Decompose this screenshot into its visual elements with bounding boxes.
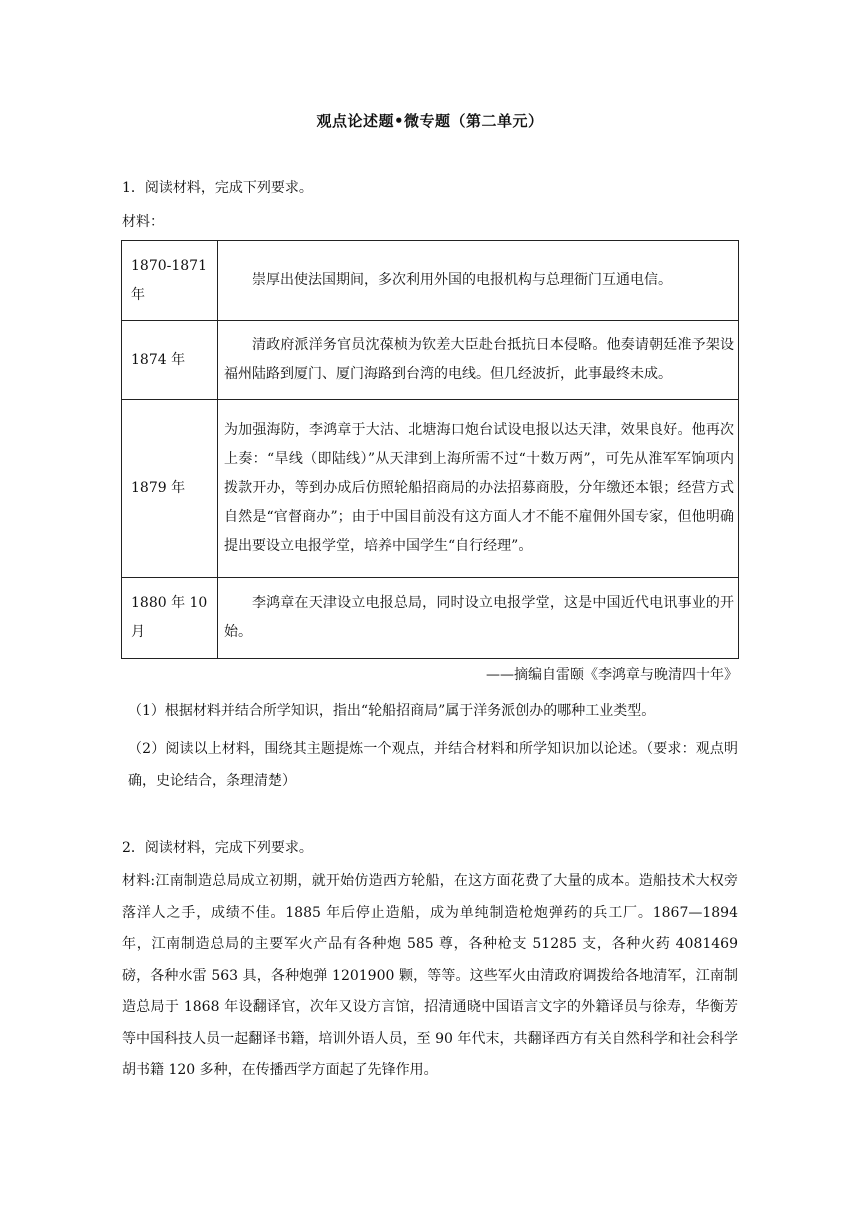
event-text: 为加强海防，李鸿章于大沽、北塘海口炮台试设电报以达天津，效果良好。他再次上奏：“旱线（即陆线）”从天津到上海所需不过“十数万两”，可先从淮军军饷项内拨款开办，等到办成后仿照轮船招商局的办法招募商股，分年缴还本银；经营方式自然是“官督商办”；由于中国目前没有这方面人才不能不雇佣外国专家，但他明确提出要设立电报学堂，培养中国学生“自行经理”。 — [224, 422, 734, 554]
year-cell: 1874 年 — [122, 321, 218, 400]
event-cell — [218, 321, 739, 400]
event-cell — [218, 241, 739, 321]
q1-material-label: 材料： — [122, 214, 164, 230]
event-text: 清政府派洋务官员沈葆桢为钦差大臣赴台抵抗日本侵略。他奏请朝廷准予架设福州陆路到厦门、厦门海路到台湾的电线。但几经波折，此事最终未成。 — [224, 337, 734, 382]
event-text: 李鸿章在天津设立电报总局，同时设立电报学堂，这是中国近代电讯事业的开始。 — [224, 595, 734, 640]
q2-heading: 2．阅读材料，完成下列要求。 — [122, 840, 313, 856]
event-cell — [218, 578, 739, 659]
q1-sub-question-1: （1）根据材料并结合所学知识，指出“轮船招商局”属于洋务派创办的哪种工业类型。 — [128, 703, 656, 719]
year-cell: 1879 年 — [122, 400, 218, 578]
table-row — [122, 400, 739, 578]
event-text: 崇厚出使法国期间，多次利用外国的电报机构与总理衙门互通电信。 — [252, 272, 672, 288]
q1-sub-question-2: （2）阅读以上材料，围绕其主题提炼一个观点，并结合材料和所学知识加以论述。（要求：观点明确，史论结合，条理清楚） — [128, 741, 738, 789]
q2-material: 材料:江南制造总局成立初期，就开始仿造西方轮船，在这方面花费了大量的成本。造船技术大权旁落洋人之手，成绩不佳。1885 年后停止造船，成为单纯制造枪炮弹药的兵工厂。1867—1894 年，江南制造总局的主要军火产品有各种炮 585 尊，各种枪支 51285 支，各种火药 4081469 磅，各种水雷 563 具，各种炮弹 1201900 颗，等等。这些军火由清政府调拨给各地清军，江南制造总局于 1868 年设翻译官，次年又设方言馆，招清通晓中国语言文字的外籍译员与徐寿，华衡芳等中国科技人员一起翻译书籍，培训外语人员，至 90 年代末，共翻译西方有关自然科学和社会科学胡书籍 120 多种，在传播西学方面起了先锋作用。 — [122, 873, 738, 1078]
year-cell: 1870-1871年 — [122, 241, 218, 321]
event-cell — [218, 400, 739, 578]
table-row — [122, 241, 739, 321]
material-source: ——摘编自雷颐《李鸿章与晚清四十年》 — [486, 667, 738, 683]
table-row — [122, 321, 739, 400]
material-table — [121, 240, 739, 659]
year-cell: 1880 年 10 月 — [122, 578, 218, 659]
table-row — [122, 578, 739, 659]
document-title: 观点论述题•微专题（第二单元） — [316, 112, 544, 130]
q1-heading: 1．阅读材料，完成下列要求。 — [122, 180, 313, 196]
